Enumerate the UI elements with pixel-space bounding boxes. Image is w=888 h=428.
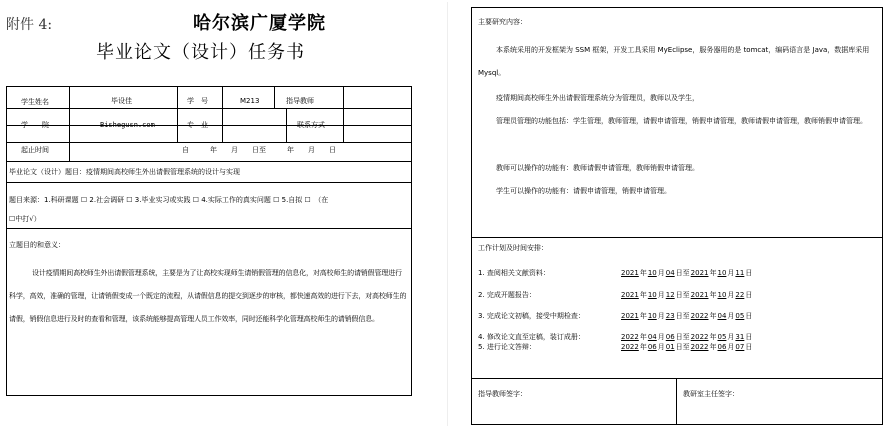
task-form-left [6,86,412,396]
student-name-label: 学生姓名 [21,98,49,106]
schedule-date-y1: 2022 [621,333,639,341]
schedule-date-unit: 年 [639,312,647,320]
schedule-date-d2: 31 [735,333,745,341]
schedule-date-m2: 06 [717,343,727,351]
schedule-date-m2: 05 [717,333,727,341]
schedule-date-y1: 2021 [621,269,639,277]
schedule-date-d2: 07 [735,343,745,351]
schedule-date-unit: 年 [639,291,647,299]
schedule-date-unit: 月 [657,333,665,341]
schedule-date-unit: 日 [745,312,753,320]
schedule-date-unit: 月 [727,343,735,351]
schedule-item-dates [620,291,752,300]
schedule-date-unit: 月 [657,312,665,320]
school-name: 哈尔滨广厦学院 [193,13,326,34]
schedule-item-label: 3. 完成论文初稿，接受中期检查： [478,312,585,320]
schedule-date-d1: 23 [665,312,675,320]
schedule-date-d2: 11 [735,269,745,277]
student-name-value: 毕设佳 [111,97,132,105]
schedule-item-dates [620,312,752,321]
schedule-date-unit: 月 [727,291,735,299]
schedule-date-m1: 06 [647,343,657,351]
attachment-label: 附件 4: [6,17,53,33]
college-value: Bishegusn.com [100,121,155,129]
schedule-date-m1: 10 [647,312,657,320]
schedule-date-y1: 2021 [621,291,639,299]
schedule-date-d1: 01 [665,343,675,351]
period-value: 自 年 月 日至 年 月 日 [182,146,336,154]
research-heading: 主要研究内容： [478,18,527,26]
schedule-date-unit: 年 [709,333,717,341]
contact-label: 联系方式 [297,121,325,129]
schedule-date-y2: 2022 [690,343,709,351]
schedule-date-unit: 年 [639,333,647,341]
purpose-heading: 立题目的和意义： [9,241,65,249]
schedule-date-m2: 10 [717,269,727,277]
purpose-body: 设计疫情期间高校师生外出请假管理系统，主要是为了让高校实现师生请销假管理的信息化，对高校师生的请销假管理进行科学，高效，准确的管理，让请销假变成一个既定的流程，从请假信息的提交到逐步的审核，都快速高效的进行下去，对高校师生的请假，销假信息进行及时的查看和管理，该系统能够提高管理人员工作效率，同时还能科学化管理高校师生的请销假信息。 [9,269,407,323]
schedule-date-unit: 日 [745,291,753,299]
schedule-item [478,291,753,300]
schedule-item [478,333,753,342]
schedule-date-unit: 年 [639,269,647,277]
schedule-item-label: 2. 完成开题报告： [478,291,536,299]
schedule-item [478,312,753,321]
schedule-date-y2: 2022 [690,312,709,320]
schedule-date-unit: 日 [745,269,753,277]
director-signature-label: 教研室主任签字： [683,390,739,398]
schedule-date-unit: 年 [709,312,717,320]
schedule-date-m1: 10 [647,291,657,299]
schedule-date-y2: 2021 [690,269,709,277]
topic-title: 毕业论文（设计）题目：疫情期间高校师生外出请假管理系统的设计与实现 [9,168,240,176]
schedule-date-unit: 日至 [675,291,690,299]
schedule-item [478,269,753,278]
schedule-date-unit: 月 [657,343,665,351]
schedule-date-unit: 年 [709,291,717,299]
advisor-signature-label: 指导教师签字： [478,390,527,398]
schedule-item-dates [620,333,752,342]
schedule-date-d1: 04 [665,269,675,277]
schedule-date-m2: 04 [717,312,727,320]
schedule-date-unit: 日 [745,333,753,341]
schedule-date-unit: 日至 [675,312,690,320]
schedule-item-label: 5. 进行论文答辩： [478,343,536,351]
schedule-date-d1: 06 [665,333,675,341]
page-title: 毕业论文（设计）任务书 [96,42,305,63]
schedule-date-d2: 22 [735,291,745,299]
student-no-label: 学 号 [187,97,208,105]
advisor-label: 指导教师 [286,97,314,105]
schedule-date-d1: 12 [665,291,675,299]
major-label: 专 业 [187,121,208,129]
schedule-date-y1: 2021 [621,312,639,320]
schedule-date-unit: 日至 [675,333,690,341]
schedule-date-unit: 月 [727,333,735,341]
research-p3: 管理员管理的功能包括：学生管理，教师管理，请假申请管理，销假申请管理，教师请假申请管理，教师销假申请管理。 [496,117,867,125]
schedule-date-d2: 05 [735,312,745,320]
schedule-item-label: 1. 查阅相关文献资料： [478,269,550,277]
schedule-date-y2: 2022 [690,333,709,341]
schedule-item-dates [620,269,752,278]
schedule-date-y1: 2022 [621,343,639,351]
schedule-item [478,343,753,352]
schedule-item-dates [620,343,752,352]
schedule-date-y2: 2021 [690,291,709,299]
schedule-date-unit: 年 [639,343,647,351]
schedule-date-unit: 月 [657,291,665,299]
research-p2: 疫情期间高校师生外出请假管理系统分为管理员，教师以及学生， [496,94,699,102]
schedule-item-label: 4. 修改论文直至定稿，装订成册： [478,333,585,341]
schedule-date-unit: 年 [709,269,717,277]
schedule-date-m1: 04 [647,333,657,341]
topic-source-line2: ☐中打√） [9,215,41,223]
research-p4: 教师可以操作的功能有：教师请假申请管理，教师销假申请管理。 [496,164,699,172]
schedule-date-unit: 年 [709,343,717,351]
schedule-heading: 工作计划及时间安排： [478,244,548,252]
schedule-date-unit: 日至 [675,343,690,351]
research-p5: 学生可以操作的功能有：请假申请管理，销假申请管理。 [496,187,671,195]
schedule-date-unit: 月 [727,269,735,277]
schedule-date-m1: 10 [647,269,657,277]
schedule-date-unit: 月 [657,269,665,277]
college-label: 学 院 [21,121,49,129]
schedule-date-unit: 日至 [675,269,690,277]
schedule-date-m2: 10 [717,291,727,299]
topic-source-line1: 题目来源：1.科研课题 ☐ 2.社会调研 ☐ 3.毕业实习或实践 ☐ 4.实际工作的真实问题 ☐ 5.自拟 ☐ （在 [9,196,329,204]
schedule-date-unit: 月 [727,312,735,320]
research-p1: 本系统采用的开发框架为 SSM 框架，开发工具采用 MyEclipse，服务器用的是 tomcat，编码语言是 Java，数据库采用 Mysql。 [478,46,870,77]
schedule-date-unit: 日 [745,343,753,351]
student-no-value: M213 [240,97,260,105]
period-label: 起止时间 [21,146,49,154]
